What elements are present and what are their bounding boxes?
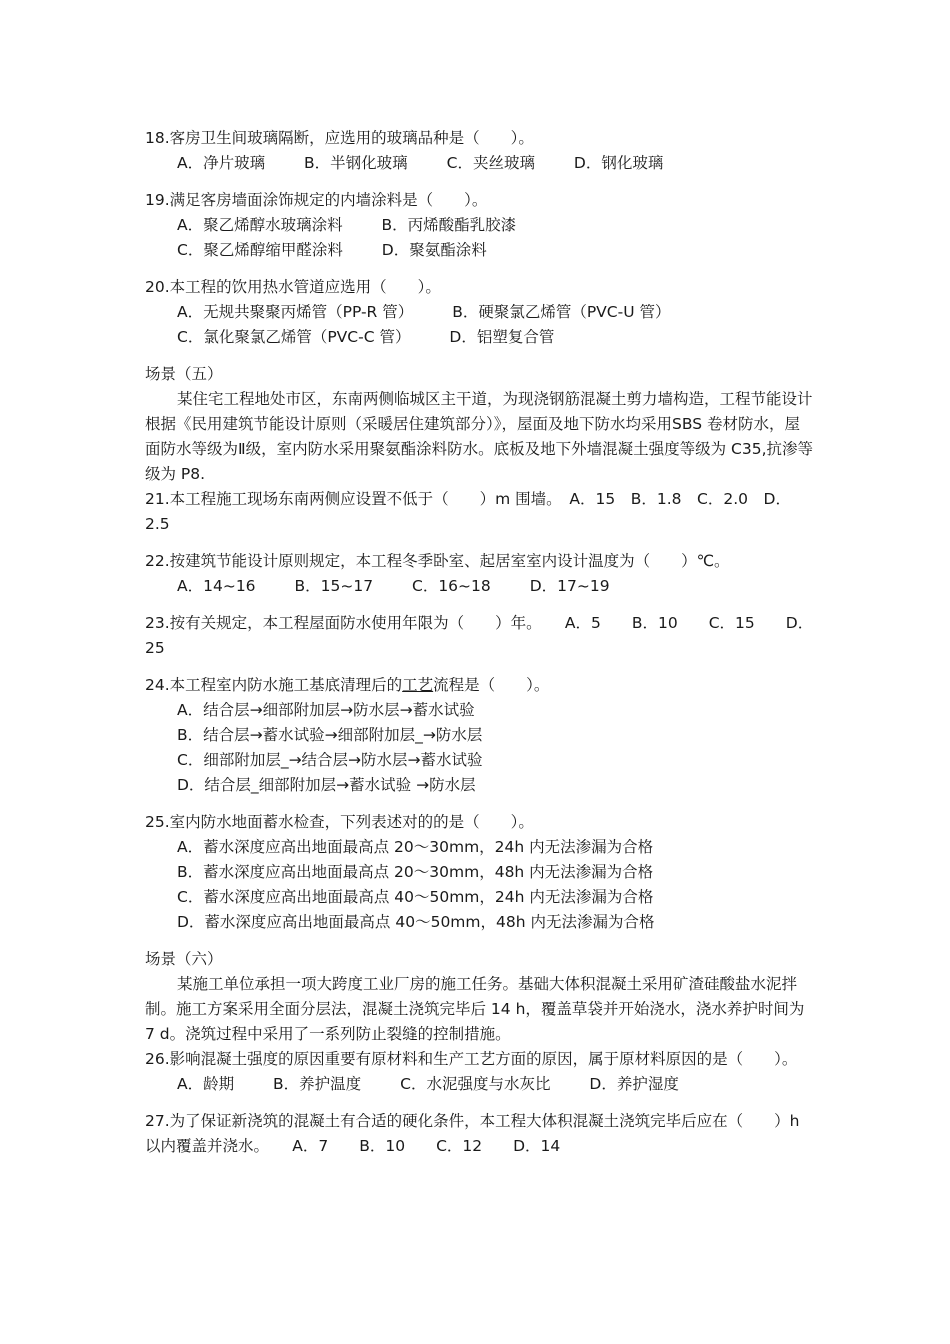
- option-b: B．15~17: [294, 577, 374, 595]
- question-stem: 26.影响混凝土强度的原因重要有原材料和生产工艺方面的原因，属于原材料原因的是（ ）。: [145, 1050, 798, 1068]
- option-row: [145, 325, 815, 350]
- document-page: [145, 126, 815, 1171]
- option-d: D．结合层_细部附加层→蓄水试验 →防水层: [177, 776, 476, 794]
- option-b: B．半钢化玻璃: [304, 154, 408, 172]
- option-row: [145, 1072, 815, 1097]
- option-c: C．夹丝玻璃: [446, 154, 535, 172]
- option-b: B．养护温度: [273, 1075, 362, 1093]
- question-24: [145, 673, 815, 798]
- option-a: A．聚乙烯醇水玻璃涂料: [177, 216, 343, 234]
- option-a: A．蓄水深度应高出地面最高点 20～30mm，24h 内无法渗漏为合格: [177, 838, 654, 856]
- question-stem: 27.为了保证新浇筑的混凝土有合适的硬化条件，本工程大体积混凝土浇筑完毕后应在（ ）h 以内覆盖并浇水。 A．7 B．10 C．12 D．14: [145, 1112, 800, 1155]
- option-d: D．养护湿度: [589, 1075, 679, 1093]
- option-a: A．结合层→细部附加层→防水层→蓄水试验: [177, 701, 475, 719]
- stem-underlined-text: 工艺: [402, 676, 434, 694]
- option-d: D．铝塑复合管: [449, 328, 555, 346]
- option-c: C．16~18: [412, 577, 491, 595]
- option-row: [145, 151, 815, 176]
- question-stem: 20.本工程的饮用热水管道应选用（ ）。: [145, 278, 441, 296]
- question-23: [145, 611, 815, 661]
- question-stem: 21.本工程施工现场东南两侧应设置不低于（ ）m 围墙。 A．15 B．1.8 C．2.0 D．2.5: [145, 490, 791, 533]
- option-b: B．结合层→蓄水试验→细部附加层_→防水层: [177, 726, 483, 744]
- option-row: [145, 238, 815, 263]
- question-stem: 18.客房卫生间玻璃隔断，应选用的玻璃品种是（ ）。: [145, 129, 534, 147]
- question-19: [145, 188, 815, 263]
- question-25: [145, 810, 815, 935]
- question-21: [145, 487, 815, 537]
- option-row: [145, 213, 815, 238]
- scene-description: 某住宅工程地处市区，东南两侧临城区主干道，为现浇钢筋混凝土剪力墙构造，工程节能设计根据《民用建筑节能设计原则（采暖居住建筑部分）》，屋面及地下防水均采用SBS 卷材防水，屋面防水等级为Ⅱ级，室内防水采用聚氨酯涂料防水。底板及地下外墙混凝土强度等级为 C35,抗渗等级为 P8.: [145, 390, 814, 483]
- option-c: C．氯化聚氯乙烯管（PVC-C 管）: [177, 328, 411, 346]
- scene-5: [145, 362, 815, 487]
- option-b: B．蓄水深度应高出地面最高点 20～30mm，48h 内无法渗漏为合格: [177, 863, 654, 881]
- option-row: [145, 300, 815, 325]
- scene-title: 场景（六）: [145, 950, 223, 968]
- question-stem: 19.满足客房墙面涂饰规定的内墙涂料是（ ）。: [145, 191, 488, 209]
- option-c: C．水泥强度与水灰比: [400, 1075, 551, 1093]
- question-stem: 22.按建筑节能设计原则规定，本工程冬季卧室、起居室室内设计温度为（ ）℃。: [145, 552, 730, 570]
- option-a: A．14~16: [177, 577, 256, 595]
- option-c: C．聚乙烯醇缩甲醛涂料: [177, 241, 343, 259]
- option-d: D．聚氨酯涂料: [381, 241, 487, 259]
- option-b: B．硬聚氯乙烯管（PVC-U 管）: [452, 303, 671, 321]
- stem-text: 流程是（ ）。: [433, 676, 550, 694]
- scene-6: [145, 947, 815, 1047]
- scene-description: 某施工单位承担一项大跨度工业厂房的施工任务。基础大体积混凝土采用矿渣硅酸盐水泥拌制。施工方案采用全面分层法，混凝土浇筑完毕后 14 h，覆盖草袋并开始浇水，浇水养护时间为 7 d。浇筑过程中采用了一系列防止裂缝的控制措施。: [145, 975, 805, 1043]
- question-27: [145, 1109, 815, 1159]
- option-a: A．无规共聚聚丙烯管（PP-R 管）: [177, 303, 414, 321]
- scene-title: 场景（五）: [145, 365, 223, 383]
- option-b: B．丙烯酸酯乳胶漆: [381, 216, 517, 234]
- option-a: A．龄期: [177, 1075, 235, 1093]
- option-row: [145, 574, 815, 599]
- option-c: C．细部附加层_→结合层→防水层→蓄水试验: [177, 751, 483, 769]
- option-d: D．蓄水深度应高出地面最高点 40～50mm，48h 内无法渗漏为合格: [177, 913, 655, 931]
- question-stem: [145, 673, 815, 698]
- question-26: [145, 1047, 815, 1097]
- option-d: D．钢化玻璃: [573, 154, 664, 172]
- option-c: C．蓄水深度应高出地面最高点 40～50mm，24h 内无法渗漏为合格: [177, 888, 654, 906]
- option-d: D．17~19: [529, 577, 610, 595]
- question-stem: 23.按有关规定，本工程屋面防水使用年限为（ ）年。 A．5 B．10 C．15 D．25: [145, 614, 814, 657]
- stem-text: 24.本工程室内防水施工基底清理后的: [145, 676, 403, 694]
- question-22: [145, 549, 815, 599]
- question-stem: 25.室内防水地面蓄水检查，下列表述对的的是（ ）。: [145, 813, 534, 831]
- question-18: [145, 126, 815, 176]
- question-20: [145, 275, 815, 350]
- option-a: A．净片玻璃: [177, 154, 266, 172]
